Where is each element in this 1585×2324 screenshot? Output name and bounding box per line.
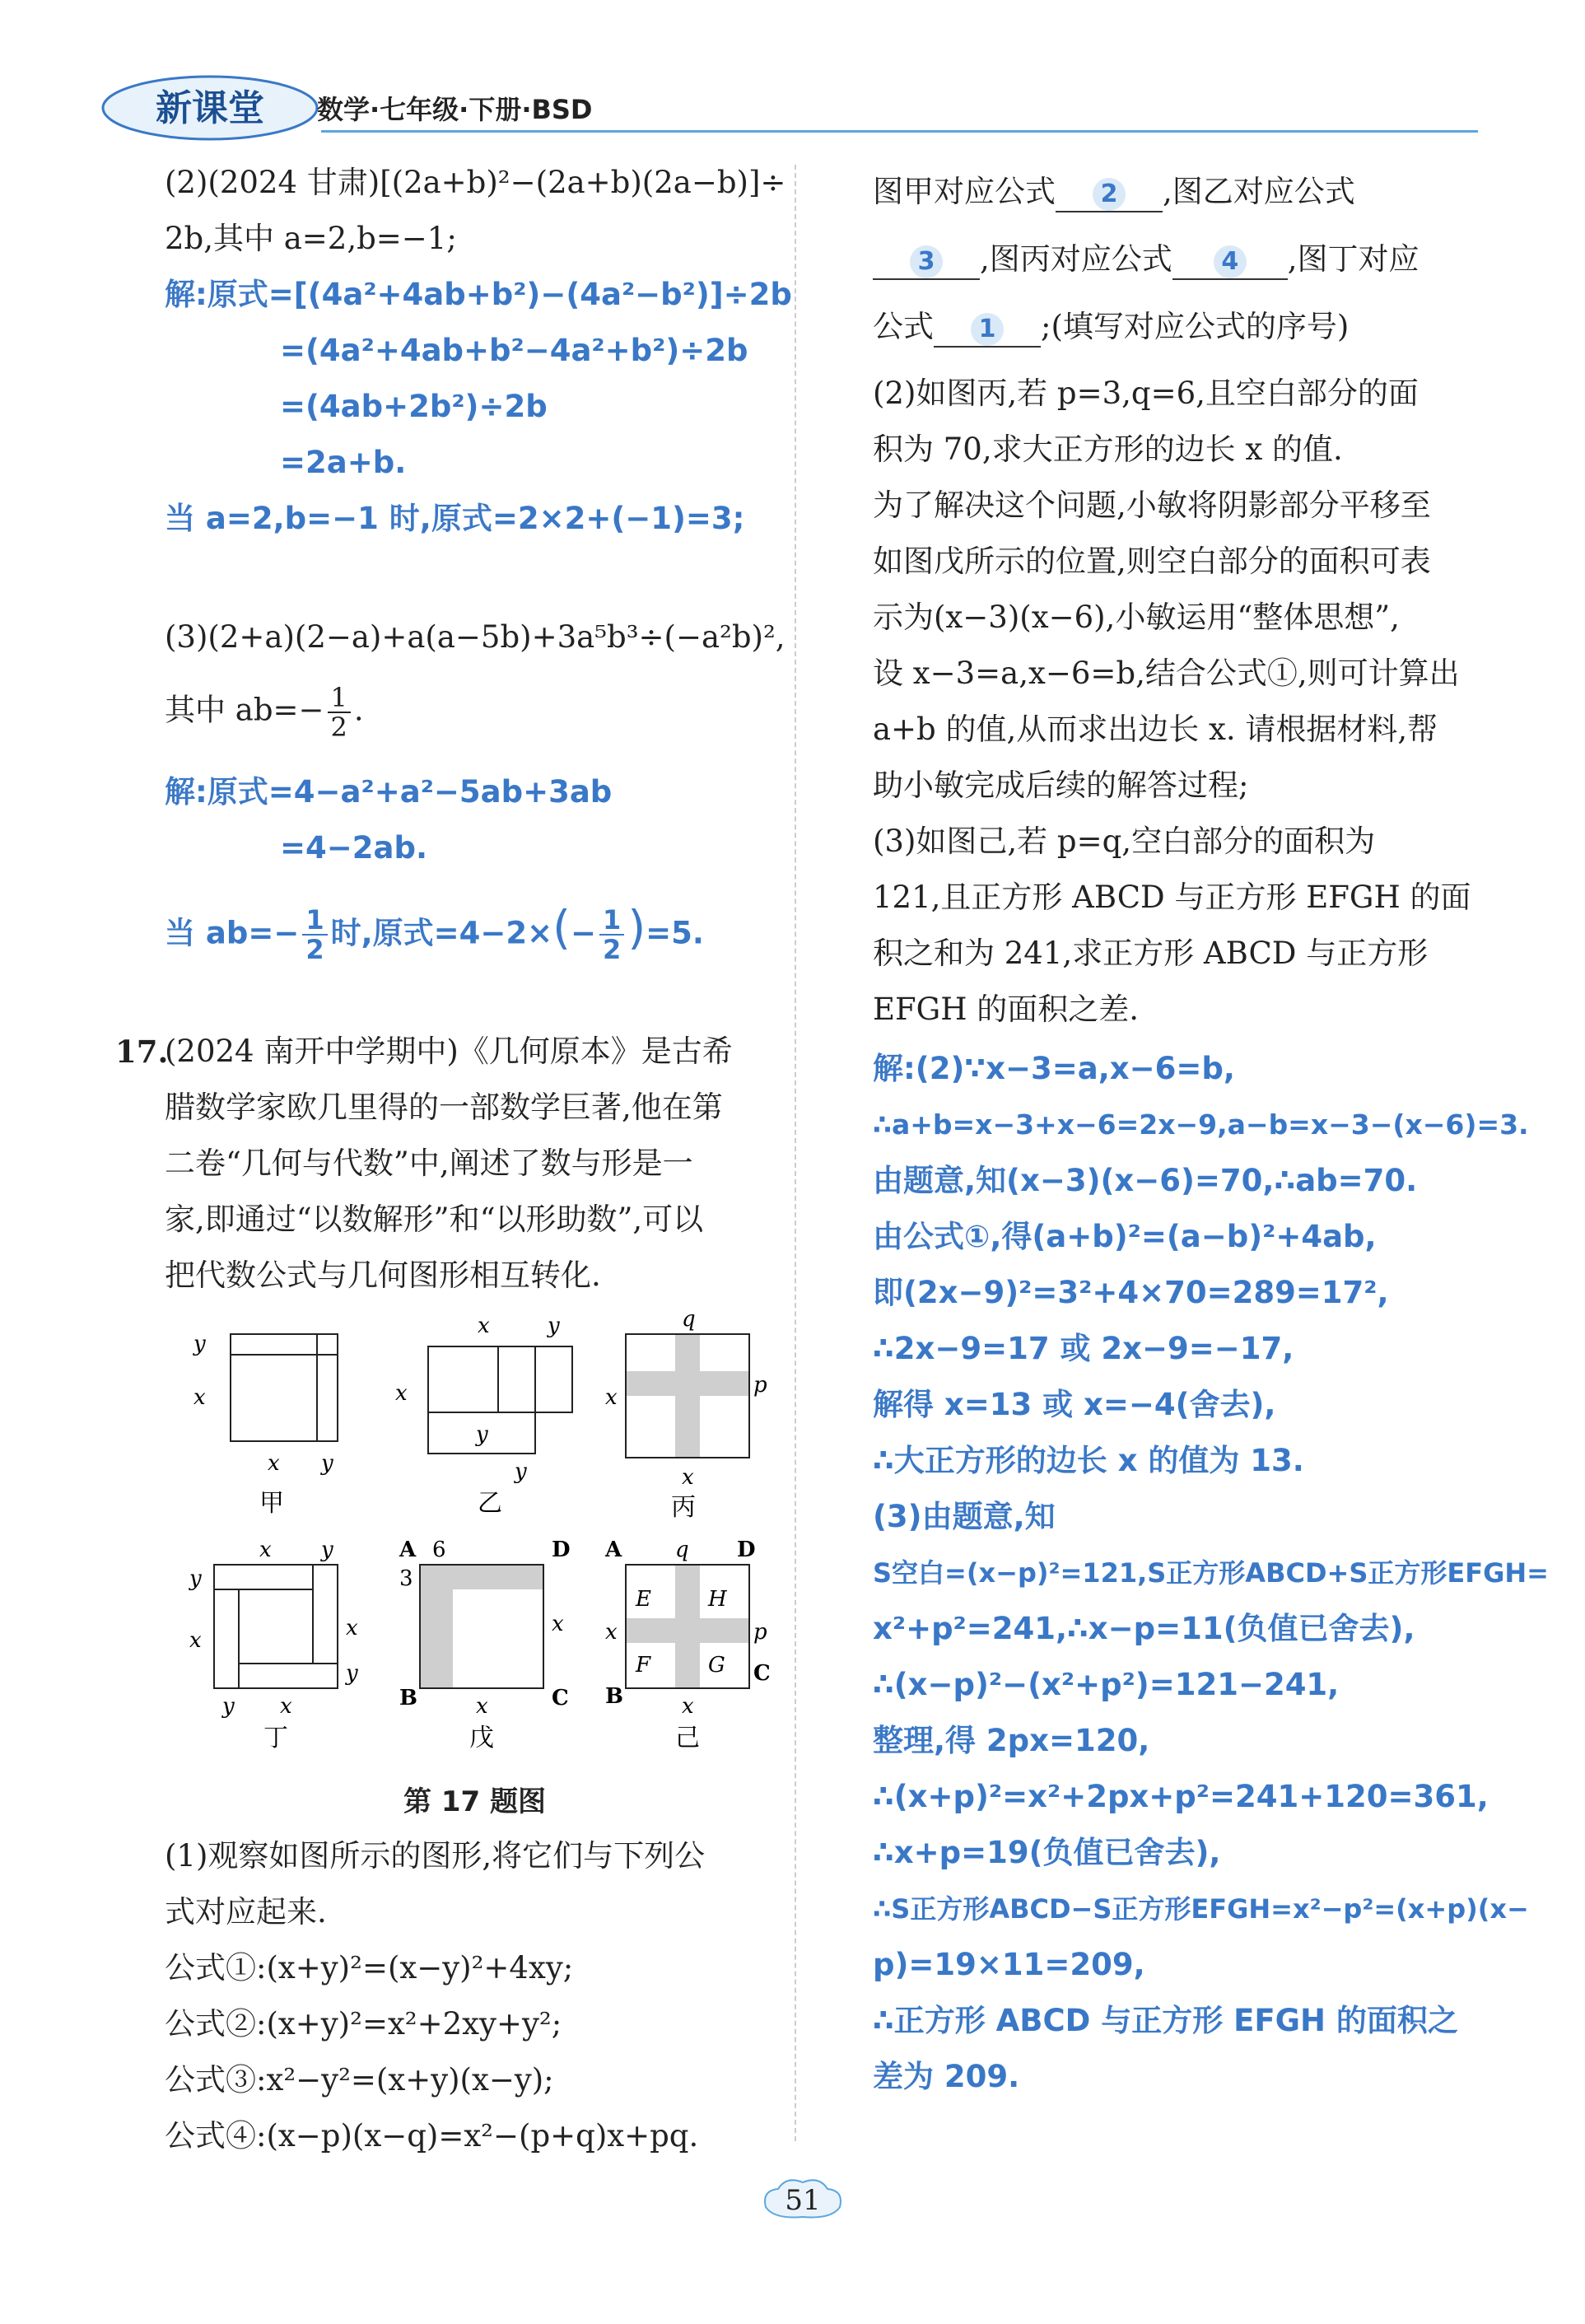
formula-4: 公式④:(x−p)(x−q)=x²−(p+q)x+pq. — [165, 2118, 699, 2154]
p3-fraction: $\frac{1}{2}$ — [328, 684, 351, 741]
p3-line1: (3)(2+a)(2−a)+a(a−5b)+3a⁵b³÷(−a²b)², — [165, 619, 786, 655]
sol-line1: 解:(2)∵x−3=a,x−6=b, — [873, 1051, 1235, 1086]
r-line11: 助小敏完成后续的解答过程; — [873, 768, 1249, 803]
svg-text:A: A — [399, 1538, 417, 1562]
svg-text:x: x — [193, 1385, 206, 1410]
svg-text:x: x — [268, 1451, 280, 1476]
answer-bing: 4 — [1214, 245, 1247, 278]
p3-line2: 其中 ab=− $\frac{1}{2}$ . — [165, 682, 364, 743]
sol-line17: p)=19×11=209, — [873, 1947, 1145, 1982]
r-line4: (2)如图丙,若 p=3,q=6,且空白部分的面 — [873, 376, 1419, 411]
p2-solution-2: =(4a²+4ab+b²−4a²+b²)÷2b — [280, 333, 748, 368]
sol-line3: 由题意,知(x−3)(x−6)=70,∴ab=70. — [873, 1163, 1418, 1198]
q1-line2: 式对应起来. — [165, 1894, 327, 1930]
sol-line14: ∴(x+p)²=x²+2px+p²=241+120=361, — [873, 1779, 1489, 1814]
label-ding: 丁 — [263, 1724, 288, 1752]
sol-line4: 由公式①,得(a+b)²=(a−b)²+4ab, — [873, 1219, 1377, 1254]
svg-text:x: x — [478, 1314, 490, 1338]
p3-solution-3: 当 ab=− $\frac{1}{2}$ 时,原式=4−2×(− $\frac{1}{2}$ )=5. — [165, 901, 704, 965]
q1-line1: (1)观察如图所示的图形,将它们与下列公 — [165, 1838, 706, 1874]
p3-solution-2: =4−2ab. — [280, 830, 428, 866]
svg-text:x: x — [259, 1538, 272, 1562]
q17-line1: (2024 南开中学期中)《几何原本》是古希 — [165, 1034, 733, 1069]
r-line14: 积之和为 241,求正方形 ABCD 与正方形 — [873, 936, 1429, 971]
svg-text:B: B — [605, 1684, 623, 1709]
svg-text:y: y — [346, 1661, 358, 1686]
header-rule — [321, 130, 1478, 133]
svg-text:y: y — [189, 1566, 202, 1591]
svg-text:q: q — [675, 1538, 689, 1562]
r-line12: (3)如图己,若 p=q,空白部分的面积为 — [873, 824, 1376, 859]
svg-text:x: x — [395, 1381, 408, 1406]
column-divider — [795, 165, 796, 2141]
label-bing: 丙 — [671, 1493, 696, 1522]
p2-line2: 2b,其中 a=2,b=−1; — [165, 221, 457, 256]
svg-text:D: D — [552, 1538, 571, 1562]
svg-text:x: x — [605, 1385, 618, 1410]
sol-line13: 整理,得 2px=120, — [873, 1723, 1150, 1758]
p2-solution-4: =2a+b. — [280, 445, 407, 480]
sol-line7: 解得 x=13 或 x=−4(舍去), — [873, 1387, 1276, 1422]
figure-caption: 第 17 题图 — [403, 1785, 546, 1818]
label-jia: 甲 — [259, 1489, 284, 1518]
svg-text:y: y — [222, 1694, 235, 1719]
svg-text:y: y — [548, 1314, 560, 1338]
label-yi: 乙 — [478, 1489, 502, 1518]
sol-line10: S空白=(x−p)²=121,S正方形ABCD+S正方形EFGH= — [873, 1557, 1549, 1589]
q17-number: 17. — [115, 1034, 169, 1070]
svg-text:y: y — [476, 1422, 488, 1447]
svg-text:H: H — [708, 1587, 727, 1612]
svg-text:x: x — [682, 1465, 694, 1490]
p2-solution-1: 解:原式=[(4a²+4ab+b²)−(4a²−b²)]÷2b — [165, 277, 792, 312]
svg-text:B: B — [399, 1686, 417, 1710]
formula-2: 公式②:(x+y)²=x²+2xy+y²; — [165, 2006, 562, 2042]
sol-line5: 即(2x−9)²=3²+4×70=289=17², — [873, 1275, 1389, 1310]
svg-text:E: E — [636, 1587, 651, 1612]
p2-solution-5: 当 a=2,b=−1 时,原式=2×2+(−1)=3; — [165, 501, 745, 536]
logo-text: 新课堂 — [156, 87, 264, 129]
sol-line9: (3)由题意,知 — [873, 1499, 1056, 1534]
formula-1: 公式①:(x+y)²=(x−y)²+4xy; — [165, 1950, 574, 1986]
q17-line3: 二卷“几何与代数”中,阐述了数与形是一 — [165, 1146, 693, 1181]
r-line1: 图甲对应公式 2 ,图乙对应公式 — [873, 173, 1355, 212]
svg-text:x: x — [552, 1612, 564, 1636]
svg-text:y: y — [515, 1459, 527, 1484]
svg-text:p: p — [753, 1620, 767, 1645]
answer-ding: 1 — [971, 313, 1004, 346]
figure-ding — [189, 1538, 358, 1752]
r-line2: 3 ,图丙对应公式 4 ,图丁对应 — [873, 240, 1420, 280]
p3-solution-1: 解:原式=4−a²+a²−5ab+3ab — [165, 774, 613, 810]
publisher-logo — [99, 72, 321, 143]
svg-text:p: p — [753, 1373, 767, 1398]
r-line10: a+b 的值,从而求出边长 x. 请根据材料,帮 — [873, 712, 1438, 747]
svg-text:y: y — [193, 1332, 206, 1356]
svg-text:6: 6 — [432, 1538, 446, 1562]
page-number: 51 — [758, 2174, 848, 2224]
svg-text:C: C — [552, 1686, 569, 1710]
q17-line4: 家,即通过“以数解形”和“以形助数”,可以 — [165, 1202, 704, 1237]
svg-text:F: F — [636, 1653, 651, 1678]
sol-line11: x²+p²=241,∴x−p=11(负值已舍去), — [873, 1611, 1415, 1646]
p2-line1: (2)(2024 甘肃)[(2a+b)²−(2a+b)(2a−b)]÷ — [165, 165, 786, 200]
q17-line5: 把代数公式与几何图形相互转化. — [165, 1258, 601, 1293]
svg-text:x: x — [346, 1616, 358, 1640]
svg-text:A: A — [605, 1538, 622, 1562]
label-wu: 戊 — [469, 1724, 494, 1752]
book-title: 数学·七年级·下册·BSD — [317, 94, 593, 125]
label-ji: 己 — [675, 1724, 700, 1752]
figure-jia — [193, 1332, 338, 1518]
svg-text:y: y — [321, 1538, 333, 1562]
figure-yi — [395, 1314, 572, 1518]
r-line5: 积为 70,求大正方形的边长 x 的值. — [873, 432, 1343, 467]
sol-line12: ∴(x−p)²−(x²+p²)=121−241, — [873, 1667, 1340, 1702]
sol-line8: ∴大正方形的边长 x 的值为 13. — [873, 1443, 1304, 1478]
p2-solution-3: =(4ab+2b²)÷2b — [280, 389, 548, 424]
sol-line16: ∴S正方形ABCD−S正方形EFGH=x²−p²=(x+p)(x− — [873, 1893, 1529, 1925]
q17-line2: 腊数学家欧几里得的一部数学巨著,他在第 — [165, 1090, 723, 1125]
q17-figures — [165, 1309, 790, 1771]
formula-3: 公式③:x²−y²=(x+y)(x−y); — [165, 2062, 554, 2098]
r-line9: 设 x−3=a,x−6=b,结合公式①,则可计算出 — [873, 656, 1460, 691]
svg-text:x: x — [189, 1628, 202, 1653]
r-line15: EFGH 的面积之差. — [873, 992, 1140, 1027]
r-line8: 示为(x−3)(x−6),小敏运用“整体思想”, — [873, 600, 1400, 635]
answer-yi: 3 — [910, 245, 943, 278]
svg-text:x: x — [682, 1694, 694, 1719]
figure-bing — [605, 1309, 767, 1522]
svg-text:x: x — [280, 1694, 292, 1719]
answer-jia: 2 — [1093, 178, 1126, 211]
svg-text:3: 3 — [399, 1566, 413, 1591]
sol-line19: 差为 209. — [873, 2059, 1020, 2094]
r-line3: 公式 1 ;(填写对应公式的序号) — [873, 308, 1349, 348]
svg-text:G: G — [708, 1653, 725, 1678]
r-line6: 为了解决这个问题,小敏将阴影部分平移至 — [873, 488, 1431, 523]
svg-text:x: x — [605, 1620, 618, 1645]
svg-text:x: x — [476, 1694, 488, 1719]
figure-ji — [604, 1538, 771, 1752]
sol-line15: ∴x+p=19(负值已舍去), — [873, 1835, 1221, 1870]
svg-text:q: q — [682, 1309, 696, 1332]
sol-line6: ∴2x−9=17 或 2x−9=−17, — [873, 1331, 1294, 1366]
r-line7: 如图戊所示的位置,则空白部分的面积可表 — [873, 544, 1431, 579]
sol-line18: ∴正方形 ABCD 与正方形 EFGH 的面积之 — [873, 2003, 1458, 2038]
svg-text:y: y — [321, 1451, 333, 1476]
svg-text:D: D — [737, 1538, 756, 1562]
sol-line2: ∴a+b=x−3+x−6=2x−9,a−b=x−3−(x−6)=3. — [873, 1108, 1529, 1141]
figure-wu — [399, 1538, 571, 1752]
svg-text:C: C — [753, 1661, 771, 1686]
r-line13: 121,且正方形 ABCD 与正方形 EFGH 的面 — [873, 880, 1471, 915]
